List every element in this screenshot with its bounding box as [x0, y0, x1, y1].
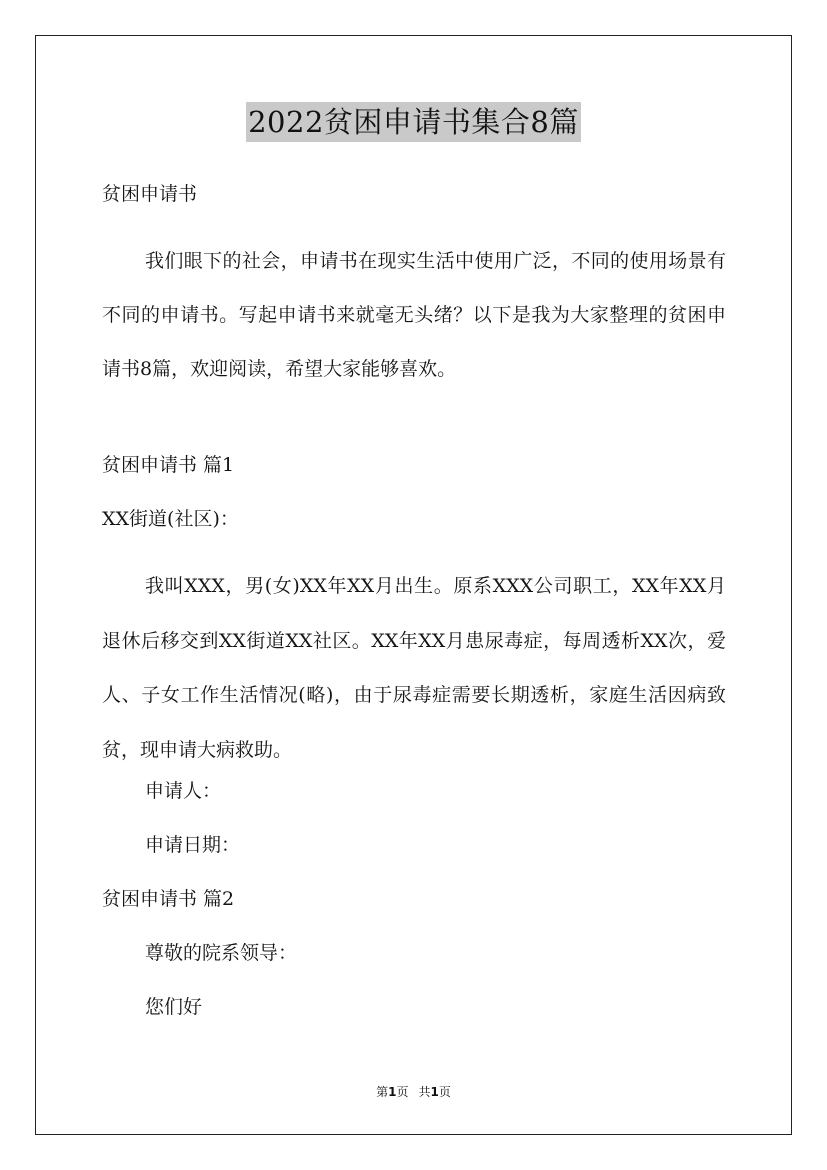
document-title: 2022贫困申请书集合8篇: [246, 102, 581, 142]
title-container: [0, 102, 827, 142]
section2-salutation: 尊敬的院系领导：: [145, 942, 298, 964]
section2-heading: 贫困申请书 篇2: [102, 888, 235, 910]
application-date-label: 申请日期：: [145, 834, 241, 856]
document-subtitle: 贫困申请书: [102, 183, 198, 205]
footer-total-suffix: 页: [438, 1085, 451, 1099]
footer-page-number: 1: [388, 1085, 397, 1099]
applicant-label: 申请人：: [145, 780, 222, 802]
footer-total-prefix: 共: [418, 1085, 431, 1099]
section2-greeting: 您们好: [145, 996, 203, 1018]
section1-body-paragraph: 我叫XXX，男(女)XX年XX月出生。原系XXX公司职工，XX年XX月退休后移交到XX街道XX社区。XX年XX月患尿毒症，每周透析XX次，爱人、子女工作生活情况(略)，由于尿毒症需要长期透析，家庭生活因病致贫，现申请大病救助。: [102, 575, 726, 761]
footer-page-suffix: 页: [396, 1085, 409, 1099]
footer-total-number: 1: [430, 1085, 439, 1099]
section1-heading: 贫困申请书 篇1: [102, 454, 235, 476]
section1-salutation: XX街道(社区)：: [102, 508, 239, 530]
intro-paragraph: 我们眼下的社会，申请书在现实生活中使用广泛，不同的使用场景有不同的申请书。写起申请书来就毫无头绪？以下是我为大家整理的贫困申请书8篇，欢迎阅读，希望大家能够喜欢。: [102, 250, 726, 380]
page-footer: [0, 1084, 827, 1100]
footer-page-prefix: 第: [376, 1085, 389, 1099]
